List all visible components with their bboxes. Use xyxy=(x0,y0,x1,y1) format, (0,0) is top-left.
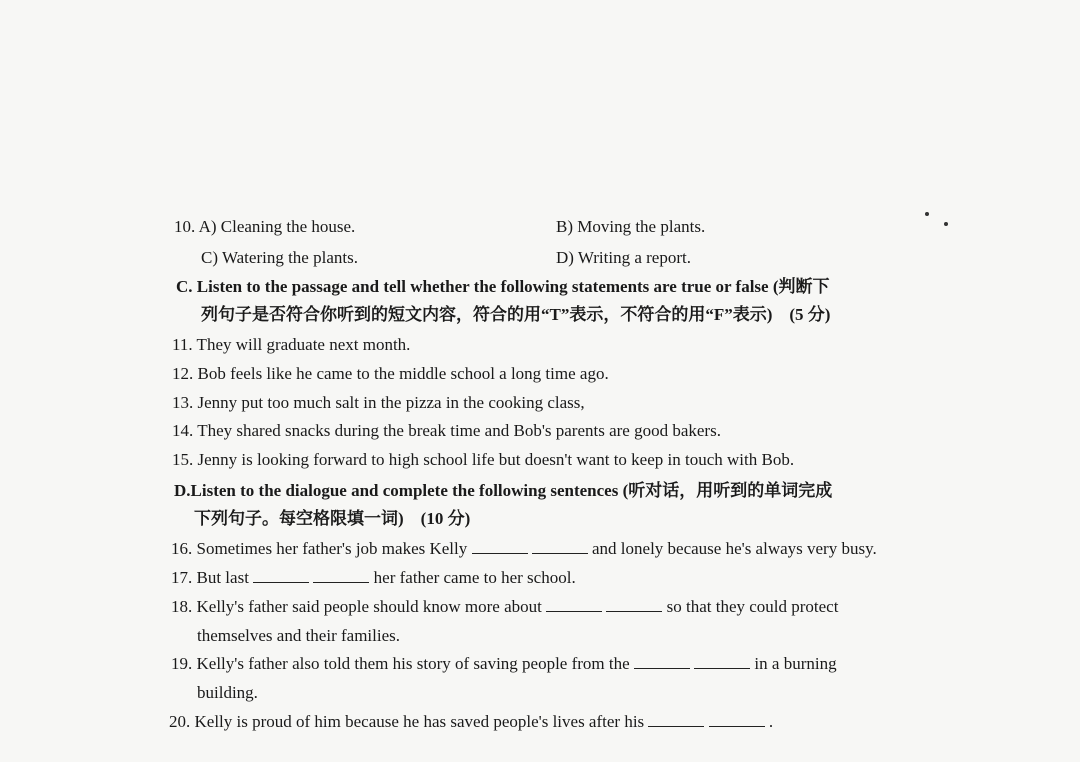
q19-text-after: in a burning xyxy=(754,654,837,673)
statement-11: 11. They will graduate next month. xyxy=(172,335,411,354)
statement-15: 15. Jenny is looking forward to high school life but doesn't want to keep in touch with Bob. xyxy=(172,450,795,469)
answer-blank[interactable] xyxy=(634,654,690,669)
answer-blank[interactable] xyxy=(253,568,309,583)
q10-option-a-text: A) Cleaning the house. xyxy=(198,217,356,236)
q16-text-before: 16. Sometimes her father's job makes Kelly xyxy=(171,539,468,558)
question-19 xyxy=(171,654,837,674)
statement-14: 14. They shared snacks during the break time and Bob's parents are good bakers. xyxy=(172,421,721,440)
q20-text-before: 20. Kelly is proud of him because he has saved people's lives after his xyxy=(169,712,645,731)
q17-text-before: 17. But last xyxy=(171,568,249,587)
question-16 xyxy=(171,539,877,559)
answer-blank[interactable] xyxy=(648,712,704,727)
answer-blank[interactable] xyxy=(546,597,602,612)
q10-number: 10. xyxy=(174,217,196,236)
section-d-heading-line1: D.Listen to the dialogue and complete the following sentences (听对话，用听到的单词完成 xyxy=(174,481,833,500)
section-c-heading-line1: C. Listen to the passage and tell whether the following statements are true or false (判断下 xyxy=(176,277,830,296)
q20-text-after: . xyxy=(768,712,774,731)
q10-option-a xyxy=(174,217,355,237)
answer-blank[interactable] xyxy=(709,712,765,727)
question-19-continuation: building. xyxy=(197,683,258,702)
q18-text-after: so that they could protect xyxy=(666,597,839,616)
answer-blank[interactable] xyxy=(694,654,750,669)
statement-12: 12. Bob feels like he came to the middle school a long time ago. xyxy=(172,364,609,383)
q18-text-before: 18. Kelly's father said people should know more about xyxy=(171,597,542,616)
section-d-heading-line2: 下列句子。每空格限填一词) (10 分) xyxy=(194,509,471,528)
scan-speck xyxy=(925,212,929,216)
question-18 xyxy=(171,597,838,617)
question-17 xyxy=(171,568,576,588)
q19-text-before: 19. Kelly's father also told them his story of saving people from the xyxy=(171,654,630,673)
q17-text-after: her father came to her school. xyxy=(373,568,576,587)
q10-option-d: D) Writing a report. xyxy=(556,248,691,267)
question-18-continuation: themselves and their families. xyxy=(197,626,400,645)
question-20 xyxy=(169,712,773,732)
scan-speck xyxy=(944,222,948,226)
statement-13: 13. Jenny put too much salt in the pizza in the cooking class, xyxy=(172,393,585,412)
answer-blank[interactable] xyxy=(532,539,588,554)
answer-blank[interactable] xyxy=(606,597,662,612)
q10-option-c: C) Watering the plants. xyxy=(201,248,358,267)
answer-blank[interactable] xyxy=(472,539,528,554)
section-c-heading-line2: 列句子是否符合你听到的短文内容，符合的用“T”表示，不符合的用“F”表示) (5 分) xyxy=(201,305,831,324)
q10-option-b: B) Moving the plants. xyxy=(556,217,706,236)
answer-blank[interactable] xyxy=(313,568,369,583)
q16-text-after: and lonely because he's always very busy. xyxy=(592,539,877,558)
